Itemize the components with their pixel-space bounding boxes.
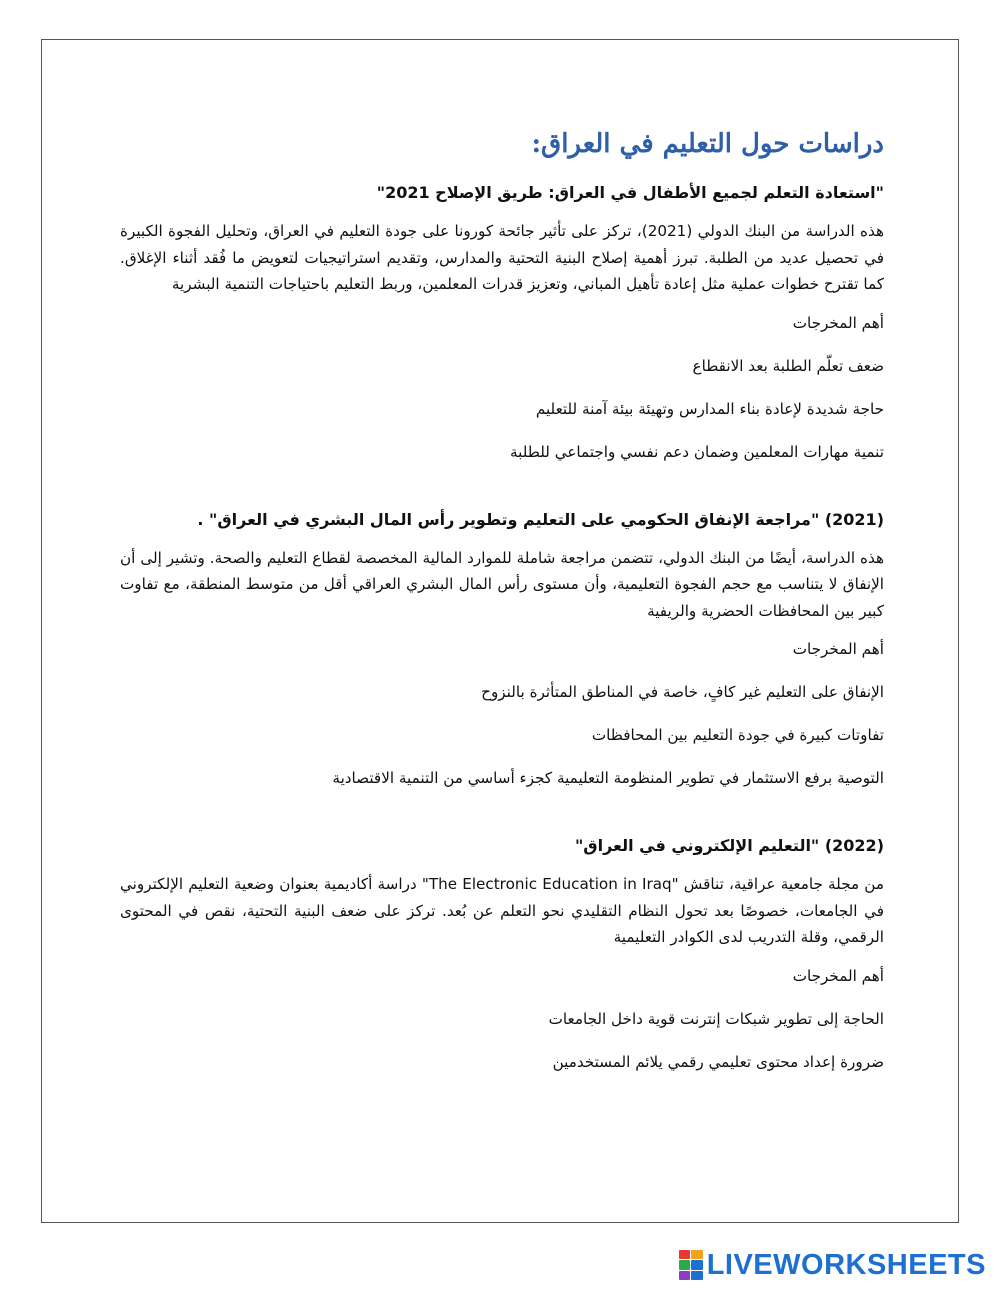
study-1-outputs-label: أهم المخرجات bbox=[792, 313, 884, 332]
study-3-output-1: الحاجة إلى تطوير شبكات إنترنت قوية داخل الجامعات bbox=[548, 1009, 884, 1028]
study-3-outputs-label: أهم المخرجات bbox=[792, 966, 884, 985]
study-3 bbox=[120, 833, 884, 1075]
study-2 bbox=[120, 507, 884, 792]
liveworksheets-logo[interactable] bbox=[679, 1248, 986, 1282]
study-1-output-2: حاجة شديدة لإعادة بناء المدارس وتهيئة بيئة آمنة للتعليم bbox=[535, 399, 884, 418]
study-3-english-title: "The Electronic Education in Iraq" bbox=[421, 875, 679, 893]
study-3-body-intro: من مجلة جامعية عراقية، تناقش bbox=[678, 875, 884, 893]
page-title: دراسات حول التعليم في العراق: bbox=[531, 129, 884, 159]
study-3-output-2: ضرورة إعداد محتوى تعليمي رقمي يلائم المستخدمين bbox=[552, 1052, 884, 1071]
study-3-body-rest: دراسة أكاديمية بعنوان وضعية التعليم الإلكتروني في الجامعات، خصوصًا بعد تحول النظام التقليدي نحو التعلم عن بُعد. تركز على ضعف البنية التحتية، نقص في المحتوى الرقمي، وقلة التدريب لدى الكوادر التعليمية bbox=[120, 875, 884, 946]
study-2-output-1: الإنفاق على التعليم غير كافٍ، خاصة في المناطق المتأثرة بالنزوح bbox=[481, 683, 884, 701]
document-content bbox=[120, 125, 884, 1092]
liveworksheets-logo-text: LIVEWORKSHEETS bbox=[706, 1248, 986, 1281]
study-1 bbox=[120, 180, 884, 465]
study-2-body: هذه الدراسة، أيضًا من البنك الدولي، تتضمن مراجعة شاملة للموارد المالية المخصصة لقطاع التعليم والصحة. وتشير إلى أن الإنفاق لا يتناسب مع حجم الفجوة التعليمية، وأن مستوى رأس المال البشري العراقي أقل من متوسط المنطقة، مع تفاوت كبير بين المحافظات الحضرية والريفية bbox=[120, 548, 884, 620]
study-1-body: هذه الدراسة من البنك الدولي (2021)، تركز على تأثير جائحة كورونا على جودة التعليم في العراق، وتحليل الفجوة الكبيرة في تحصيل عديد من الطلبة. تبرز أهمية إصلاح البنية التحتية والمدارس، وتقديم استراتيجيات لتعويض ما فُقد أثناء الإغلاق. كما تقترح خطوات عملية مثل إعادة تأهيل المباني، وتعزيز قدرات المعلمين، وربط التعليم باحتياجات التنمية البشرية bbox=[120, 222, 884, 293]
study-1-output-1: ضعف تعلّم الطلبة بعد الانقطاع bbox=[692, 356, 884, 375]
liveworksheets-logo-icon bbox=[679, 1250, 703, 1280]
study-2-output-2: تفاوتات كبيرة في جودة التعليم بين المحافظات bbox=[591, 726, 884, 744]
study-3-body bbox=[120, 871, 884, 951]
study-2-outputs-label: أهم المخرجات bbox=[792, 640, 884, 658]
study-1-heading: "استعادة التعلم لجميع الأطفال في العراق: طريق الإصلاح 2021" bbox=[376, 183, 884, 202]
study-1-output-3: تنمية مهارات المعلمين وضمان دعم نفسي واجتماعي للطلبة bbox=[510, 442, 884, 461]
study-3-heading: (2022) "التعليم الإلكتروني في العراق" bbox=[574, 836, 884, 855]
study-2-heading: (2021) "مراجعة الإنفاق الحكومي على التعليم وتطوير رأس المال البشري في العراق" . bbox=[197, 509, 884, 529]
study-2-output-3: التوصية برفع الاستثمار في تطوير المنظومة التعليمية كجزء أساسي من التنمية الاقتصادية bbox=[332, 769, 884, 787]
